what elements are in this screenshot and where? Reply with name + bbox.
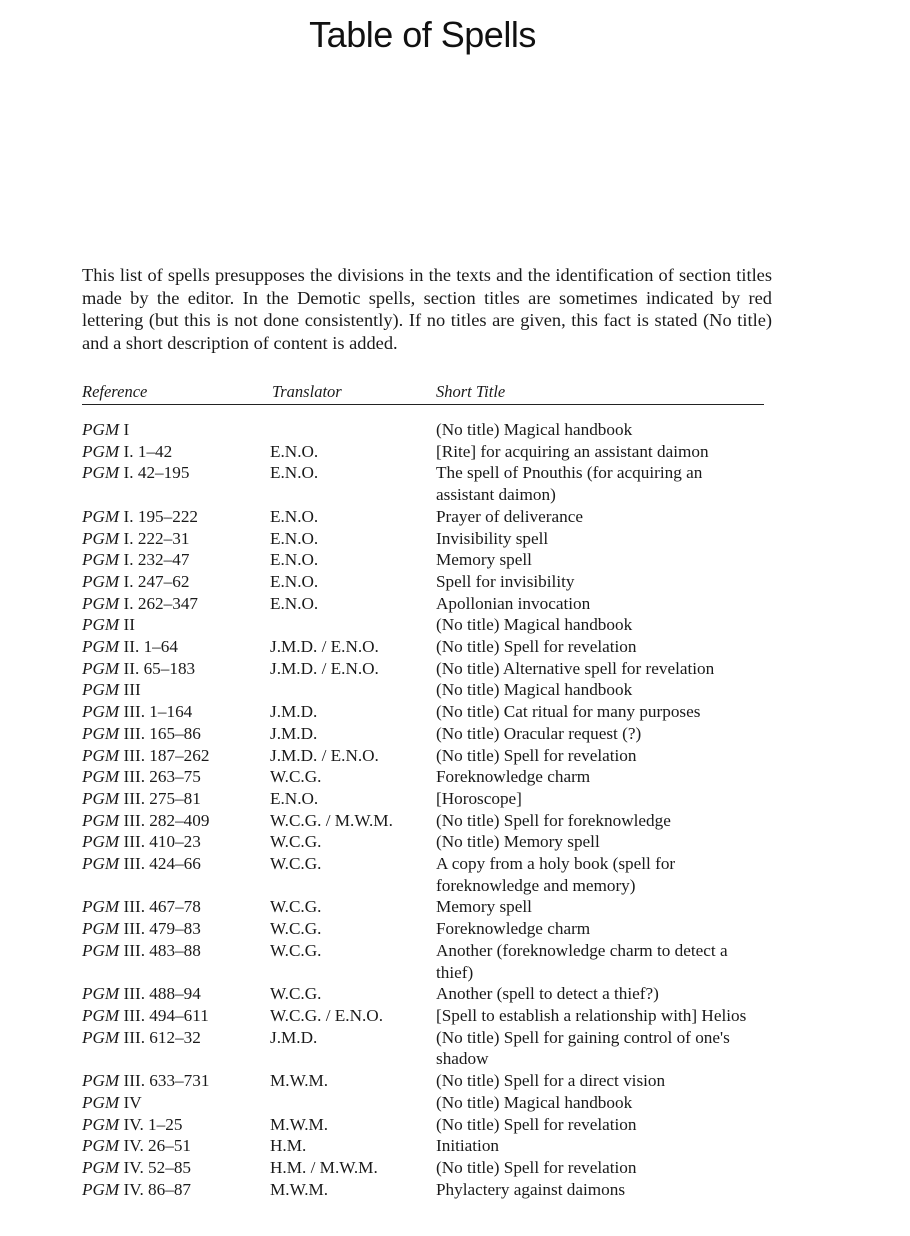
pgm-label: PGM <box>82 637 120 657</box>
reference-cell <box>82 1135 270 1157</box>
reference-cell <box>82 462 270 505</box>
reference-number: III. 282–409 <box>123 810 210 830</box>
pgm-label: PGM <box>82 1114 120 1134</box>
reference-number: III. 165–86 <box>123 723 201 743</box>
short-title-cell: (No title) Spell for revelation <box>436 637 637 657</box>
short-title-cell: Apollonian invocation <box>436 593 591 613</box>
translator-cell: E.N.O. <box>270 528 319 548</box>
translator-cell <box>270 679 436 701</box>
reference-cell <box>82 614 270 636</box>
pgm-label: PGM <box>82 680 120 700</box>
reference-cell <box>82 788 270 810</box>
pgm-label: PGM <box>82 593 120 613</box>
reference-number: III. 612–32 <box>123 1027 201 1047</box>
translator-cell: J.M.D. / E.N.O. <box>270 745 379 765</box>
short-title-cell: Memory spell <box>436 550 532 570</box>
reference-number: IV. 1–25 <box>123 1114 183 1134</box>
table-row <box>82 788 782 810</box>
pgm-label: PGM <box>82 788 120 808</box>
short-title-cell: Foreknowledge charm <box>436 919 591 939</box>
pgm-label: PGM <box>82 550 120 570</box>
reference-number: I. 42–195 <box>123 463 190 483</box>
translator-cell: J.M.D. / E.N.O. <box>270 637 379 657</box>
short-title-cell: (No title) Cat ritual for many purposes <box>436 702 701 722</box>
reference-cell <box>82 810 270 832</box>
reference-number: IV. 52–85 <box>123 1157 192 1177</box>
short-title-cell: Memory spell <box>436 897 532 917</box>
translator-cell: W.C.G. <box>270 832 322 852</box>
reference-number: III. 494–611 <box>123 1005 209 1025</box>
reference-cell <box>82 853 270 896</box>
short-title-cell: [Spell to establish a relationship with] Helios <box>436 1005 747 1025</box>
reference-number: I. 222–31 <box>123 528 190 548</box>
reference-number: III. 633–731 <box>123 1071 210 1091</box>
spells-table <box>82 419 782 1200</box>
pgm-label: PGM <box>82 441 120 461</box>
translator-cell: E.N.O. <box>270 788 319 808</box>
table-row <box>82 723 782 745</box>
pgm-label: PGM <box>82 919 120 939</box>
translator-cell: W.C.G. <box>270 854 322 874</box>
pgm-label: PGM <box>82 1179 120 1199</box>
header-translator: Translator <box>272 382 342 401</box>
reference-number: II. 1–64 <box>123 637 178 657</box>
pgm-label: PGM <box>82 832 120 852</box>
short-title-cell: (No title) Spell for a direct vision <box>436 1071 666 1091</box>
reference-cell <box>82 571 270 593</box>
reference-cell <box>82 1027 270 1070</box>
short-title-cell: (No title) Magical handbook <box>436 680 633 700</box>
translator-cell: M.W.M. <box>270 1114 329 1134</box>
short-title-cell: (No title) Spell for foreknowledge <box>436 810 671 830</box>
pgm-label: PGM <box>82 1157 120 1177</box>
reference-number: III. 263–75 <box>123 767 201 787</box>
reference-number: I. 195–222 <box>123 506 199 526</box>
reference-number: I. 1–42 <box>123 441 173 461</box>
reference-cell <box>82 506 270 528</box>
page-title: Table of Spells <box>309 14 536 55</box>
table-row <box>82 1005 782 1027</box>
table-row <box>82 441 782 463</box>
short-title-cell: (No title) Alternative spell for revelation <box>436 658 715 678</box>
reference-number: I. 232–47 <box>123 550 190 570</box>
pgm-label: PGM <box>82 658 120 678</box>
table-row <box>82 918 782 940</box>
translator-cell: E.N.O. <box>270 550 319 570</box>
table-row <box>82 810 782 832</box>
table-row <box>82 1027 782 1070</box>
short-title-cell: (No title) Oracular request (?) <box>436 723 642 743</box>
pgm-label: PGM <box>82 1136 120 1156</box>
reference-number: I. 247–62 <box>123 571 190 591</box>
translator-cell: W.C.G. / E.N.O. <box>270 1005 383 1025</box>
short-title-cell: A copy from a holy book (spell for foreknowledge and memory) <box>436 854 676 895</box>
table-row <box>82 1092 782 1114</box>
short-title-cell: Phylactery against daimons <box>436 1179 626 1199</box>
pgm-label: PGM <box>82 463 120 483</box>
pgm-label: PGM <box>82 1071 120 1091</box>
reference-cell <box>82 679 270 701</box>
reference-cell <box>82 918 270 940</box>
short-title-cell: (No title) Memory spell <box>436 832 600 852</box>
table-row <box>82 549 782 571</box>
translator-cell: E.N.O. <box>270 441 319 461</box>
table-row <box>82 1070 782 1092</box>
translator-cell: W.C.G. <box>270 897 322 917</box>
reference-number: IV. 86–87 <box>123 1179 192 1199</box>
short-title-cell: Prayer of deliverance <box>436 506 583 526</box>
table-row <box>82 528 782 550</box>
reference-cell <box>82 1005 270 1027</box>
table-row <box>82 462 782 505</box>
reference-cell <box>82 441 270 463</box>
reference-cell <box>82 940 270 983</box>
table-header <box>82 382 764 405</box>
pgm-label: PGM <box>82 810 120 830</box>
reference-cell <box>82 528 270 550</box>
pgm-label: PGM <box>82 615 120 635</box>
translator-cell: W.C.G. <box>270 984 322 1004</box>
reference-cell <box>82 658 270 680</box>
short-title-cell: [Horoscope] <box>436 788 522 808</box>
reference-number: III. 424–66 <box>123 854 201 874</box>
pgm-label: PGM <box>82 984 120 1004</box>
short-title-cell: (No title) Spell for revelation <box>436 1157 637 1177</box>
reference-number: III. 467–78 <box>123 897 201 917</box>
reference-number: II. 65–183 <box>123 658 196 678</box>
pgm-label: PGM <box>82 1092 120 1112</box>
table-row <box>82 701 782 723</box>
reference-cell <box>82 745 270 767</box>
header-reference: Reference <box>82 382 148 401</box>
pgm-label: PGM <box>82 1027 120 1047</box>
reference-cell <box>82 831 270 853</box>
short-title-cell: Initiation <box>436 1136 500 1156</box>
translator-cell: H.M. <box>270 1136 307 1156</box>
table-row <box>82 679 782 701</box>
short-title-cell: Foreknowledge charm <box>436 767 591 787</box>
table-row <box>82 983 782 1005</box>
pgm-label: PGM <box>82 723 120 743</box>
translator-cell: E.N.O. <box>270 571 319 591</box>
reference-cell <box>82 1092 270 1114</box>
translator-cell <box>270 614 436 636</box>
translator-cell: J.M.D. <box>270 702 318 722</box>
table-row <box>82 1179 782 1201</box>
reference-number: III. 488–94 <box>123 984 201 1004</box>
table-row <box>82 593 782 615</box>
pgm-label: PGM <box>82 702 120 722</box>
short-title-cell: Invisibility spell <box>436 528 549 548</box>
table-row <box>82 571 782 593</box>
table-row <box>82 614 782 636</box>
reference-number: III. 275–81 <box>123 788 201 808</box>
table-row <box>82 831 782 853</box>
table-row <box>82 506 782 528</box>
translator-cell: H.M. / M.W.M. <box>270 1157 378 1177</box>
short-title-cell: Another (foreknowledge charm to detect a thief) <box>436 940 728 982</box>
reference-cell <box>82 896 270 918</box>
reference-cell <box>82 766 270 788</box>
reference-cell <box>82 1114 270 1136</box>
reference-cell <box>82 636 270 658</box>
table-row <box>82 766 782 788</box>
reference-number: III. 187–262 <box>123 745 210 765</box>
reference-cell <box>82 701 270 723</box>
translator-cell: J.M.D. <box>270 723 318 743</box>
short-title-cell: Spell for invisibility <box>436 571 575 591</box>
reference-number: II <box>123 615 135 635</box>
table-row <box>82 1114 782 1136</box>
short-title-cell: [Rite] for acquiring an assistant daimon <box>436 441 709 461</box>
translator-cell: W.C.G. <box>270 940 322 960</box>
reference-cell <box>82 1157 270 1179</box>
pgm-label: PGM <box>82 571 120 591</box>
pgm-label: PGM <box>82 854 120 874</box>
pgm-label: PGM <box>82 506 120 526</box>
short-title-cell: (No title) Spell for gaining control of one's shadow <box>436 1027 730 1069</box>
reference-number: IV <box>123 1092 142 1112</box>
reference-number: III. 1–164 <box>123 702 193 722</box>
reference-cell <box>82 983 270 1005</box>
pgm-label: PGM <box>82 1005 120 1025</box>
reference-number: III. 479–83 <box>123 919 201 939</box>
translator-cell: J.M.D. <box>270 1027 318 1047</box>
reference-cell <box>82 1179 270 1201</box>
translator-cell: J.M.D. / E.N.O. <box>270 658 379 678</box>
table-row <box>82 940 782 983</box>
pgm-label: PGM <box>82 940 120 960</box>
short-title-cell: (No title) Spell for revelation <box>436 1114 637 1134</box>
table-row <box>82 419 782 441</box>
reference-number: IV. 26–51 <box>123 1136 192 1156</box>
table-row <box>82 636 782 658</box>
translator-cell <box>270 1092 436 1114</box>
reference-number: III. 483–88 <box>123 940 201 960</box>
table-row <box>82 853 782 896</box>
short-title-cell: (No title) Magical handbook <box>436 420 633 439</box>
table-row <box>82 896 782 918</box>
short-title-cell: (No title) Magical handbook <box>436 615 633 635</box>
translator-cell <box>270 419 436 441</box>
reference-number: III <box>123 680 141 700</box>
table-row <box>82 658 782 680</box>
translator-cell: E.N.O. <box>270 593 319 613</box>
intro-paragraph: This list of spells presupposes the divisions in the texts and the identification of section titles made by the editor. In the Demotic spells, section titles are sometimes indicated by red lettering (but this is not done consistently). If no titles are given, this fact is stated (No title) and a short description of content is added. <box>82 265 772 353</box>
pgm-label: PGM <box>82 767 120 787</box>
pgm-label: PGM <box>82 420 120 439</box>
short-title-cell: (No title) Spell for revelation <box>436 745 637 765</box>
reference-number: I <box>123 420 130 439</box>
reference-cell <box>82 593 270 615</box>
translator-cell: E.N.O. <box>270 506 319 526</box>
reference-cell <box>82 549 270 571</box>
translator-cell: M.W.M. <box>270 1179 329 1199</box>
pgm-label: PGM <box>82 897 120 917</box>
table-row <box>82 1157 782 1179</box>
reference-number: III. 410–23 <box>123 832 201 852</box>
translator-cell: W.C.G. <box>270 767 322 787</box>
reference-number: I. 262–347 <box>123 593 199 613</box>
table-row <box>82 1135 782 1157</box>
reference-cell <box>82 1070 270 1092</box>
translator-cell: M.W.M. <box>270 1071 329 1091</box>
translator-cell: W.C.G. <box>270 919 322 939</box>
reference-cell <box>82 723 270 745</box>
header-short-title: Short Title <box>436 382 506 401</box>
translator-cell: W.C.G. / M.W.M. <box>270 810 393 830</box>
pgm-label: PGM <box>82 745 120 765</box>
translator-cell: E.N.O. <box>270 463 319 483</box>
short-title-cell: The spell of Pnouthis (for acquiring an assistant daimon) <box>436 463 703 505</box>
short-title-cell: Another (spell to detect a thief?) <box>436 984 659 1004</box>
short-title-cell: (No title) Magical handbook <box>436 1092 633 1112</box>
table-row <box>82 745 782 767</box>
reference-cell <box>82 419 270 441</box>
pgm-label: PGM <box>82 528 120 548</box>
